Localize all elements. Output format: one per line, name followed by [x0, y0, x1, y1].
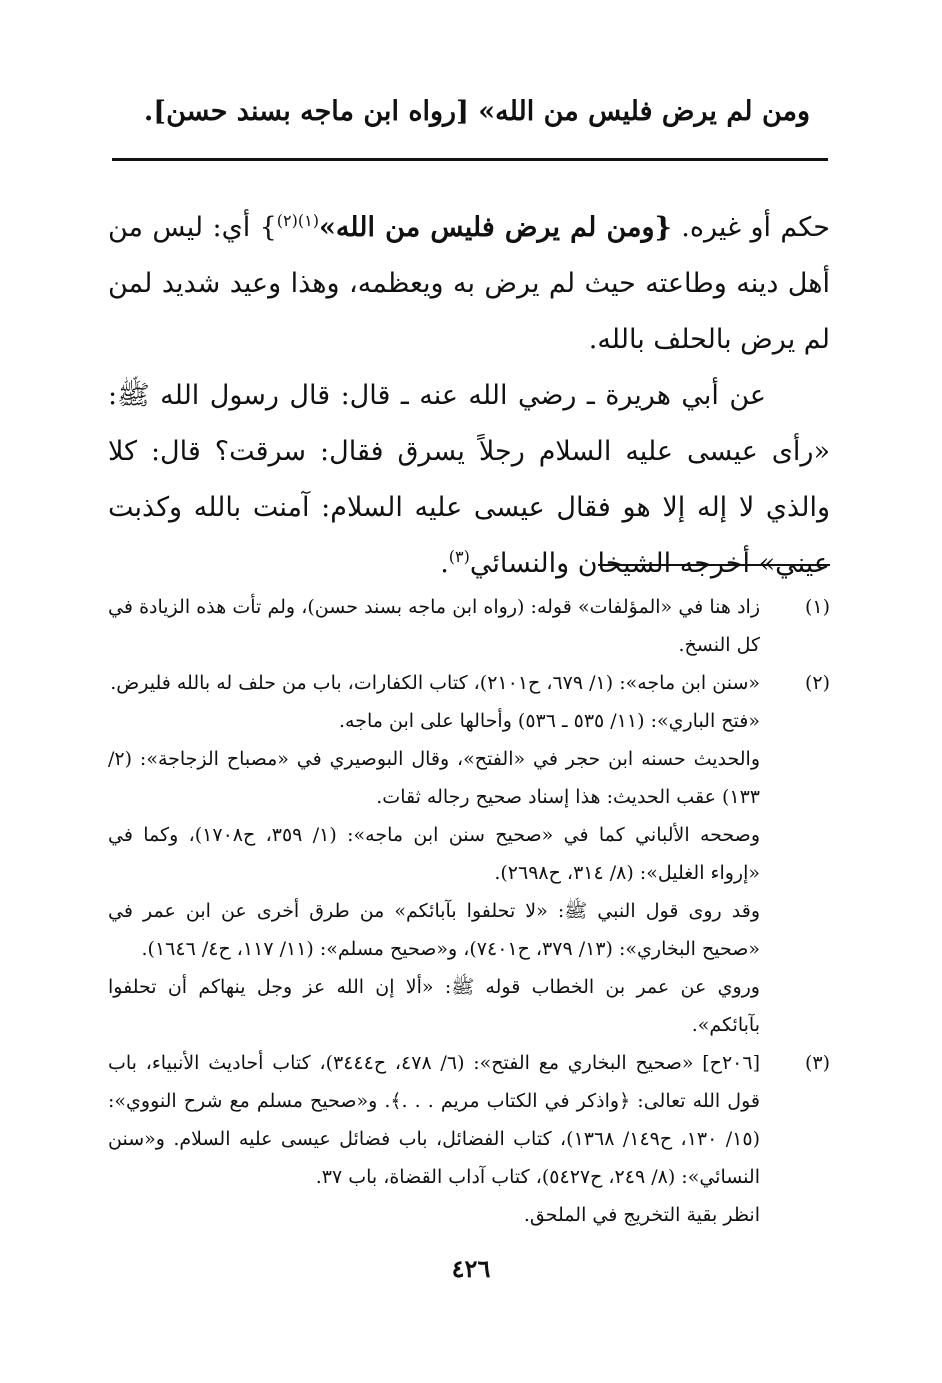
footnote-line: وقد روى قول النبي ﷺ: «لا تحلفوا بآبائكم» من طرق أخرى عن ابن عمر في «صحيح البخاري»: (١٣/ ٣٧٩، ح٧٤٠١)، و«صحيح مسلم»: (١١/ ١١٧، ح٤/ ١٦٤٦).	[108, 900, 760, 960]
header-text: ومن لم يرض فليس من الله» [رواه ابن ماجه بسند حسن].	[143, 96, 810, 127]
footnote-ref-1-2[interactable]: (١)(٢)	[276, 211, 319, 230]
footnote-line: وروي عن عمر بن الخطاب قوله ﷺ: «ألا إن الله عز وجل ينهاكم أن تحلفوا بآبائكم».	[108, 976, 760, 1036]
paragraph-1-text-b: } أي: ليس من أهل دينه وطاعته حيث لم يرض به ويعظمه، وهذا وعيد شديد لمن لم يرض بالحلف بالله.	[108, 212, 830, 355]
header-rule	[112, 158, 828, 161]
main-text	[108, 200, 830, 592]
footnote-3	[108, 1044, 830, 1234]
footnote-1	[108, 588, 830, 664]
footnote-line: [٢٠٦ح] «صحيح البخاري مع الفتح»: (٦/ ٤٧٨، ح٣٤٤٤)، كتاب أحاديث الأنبياء، باب قول الله تعالى: ﴿واذكر في الكتاب مريم . . .﴾. و«صحيح مسلم مع شرح النووي»: (١٥/ ١٣٠، ح١٤٩/ ١٣٦٨)، كتاب الفضائل، باب فضائل عيسى عليه السلام. و«سنن النسائي»: (٨/ ٢٤٩، ح٥٤٢٧)، كتاب آداب القضاة، باب ٣٧.	[108, 1052, 760, 1188]
page-number: ٤٢٦	[451, 1254, 491, 1283]
footnote-line: وصححه الألباني كما في «صحيح سنن ابن ماجه»: (١/ ٣٥٩، ح١٧٠٨)، وكما في «إرواء الغليل»: (٨/ ٣١٤، ح٢٦٩٨).	[108, 824, 760, 884]
footnote-number: (٣)	[804, 1052, 830, 1074]
footnote-separator	[598, 564, 830, 566]
paragraph-2-end: .	[440, 548, 449, 579]
paragraph-2-text: عن أبي هريرة ـ رضي الله عنه ـ قال: قال رسول الله ﷺ: «رأى عيسى عليه السلام رجلاً يسرق فقال: سرقت؟ قال: كلا والذي لا إله إلا هو فقال عيسى عليه السلام: آمنت بالله وكذبت عيني» أخرجه الشيخان والنسائي	[108, 380, 830, 579]
footnote-line: زاد هنا في «المؤلفات» قوله: (رواه ابن ماجه بسند حسن)، ولم تأت هذه الزيادة في كل النسخ.	[108, 596, 760, 656]
footnote-line: «سنن ابن ماجه»: (١/ ٦٧٩، ح٢١٠١)، كتاب الكفارات، باب من حلف له بالله فليرض.	[110, 672, 760, 694]
footnote-line: والحديث حسنه ابن حجر في «الفتح»، وقال البوصيري في «مصباح الزجاجة»: (٢/ ١٣٣) عقب الحديث: هذا إسناد صحيح رجاله ثقات.	[108, 748, 760, 808]
main-paragraph-1	[108, 200, 830, 368]
running-header	[110, 96, 810, 127]
footnote-line: انظر بقية التخريج في الملحق.	[523, 1204, 760, 1226]
footnote-ref-3[interactable]: (٣)	[448, 547, 470, 566]
footnote-2	[108, 664, 830, 1044]
footnote-line: «فتح الباري»: (١١/ ٥٣٥ ـ ٥٣٦) وأحالها على ابن ماجه.	[339, 710, 760, 732]
footnote-number: (٢)	[804, 672, 830, 694]
footnotes	[108, 588, 830, 1234]
main-paragraph-2	[108, 368, 830, 592]
paragraph-1-text-a: حكم أو غيره.	[671, 212, 830, 243]
paragraph-1-hadith-quote: {ومن لم يرض فليس من الله»	[318, 212, 672, 243]
footnote-number: (١)	[804, 596, 830, 618]
